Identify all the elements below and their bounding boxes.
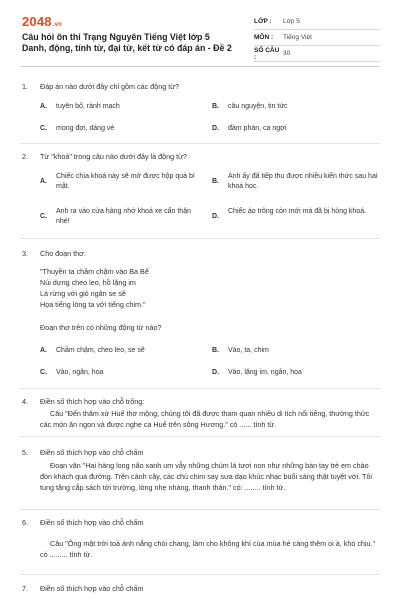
question-5-passage: Đoạn văn "Hai hàng long não xanh um vẫy những chùm lá tươi non như những bàn tay trẻ em chào đón khách qua đường. Trên cành cây, các chú chim say sưa dạo khúc nhạc buổi sáng thật tuyệt vời. Tôi tung tăng cắp sách tới trường, lòng nhẹ nhàng, thanh thản." có: ........ tính từ.	[40, 461, 373, 492]
question-separator	[20, 143, 380, 144]
question-4-passage: Câu "Đến thăm xứ Huế thơ mộng, chúng tôi đã được tham quan nhiều di tích nổi tiếng, thưởng thức các món ăn ngon và được nghe ca Huế trên sông Hương." có ...... tính từ.	[40, 409, 370, 429]
document-title: Câu hỏi ôn thi Trạng Nguyên Tiếng Việt lớp 5 Danh, động, tính từ, đại từ, kết từ có đáp án - Đề 2	[22, 32, 232, 53]
question-7: 7. Điền số thích hợp vào chỗ chấm	[22, 584, 144, 593]
option-2c[interactable]: C. Anh ra vào cửa hàng nhớ khoá xe cẩn thận nhé!	[40, 208, 191, 225]
question-5: 5. Điền số thích hợp vào chỗ chấm	[22, 448, 144, 457]
document-header	[0, 0, 400, 62]
option-3a[interactable]: A. Chầm chậm, cheo leo, se sẽ	[40, 347, 145, 354]
question-separator	[20, 509, 380, 510]
option-3c[interactable]: C. Vào, ngân, họa	[40, 369, 104, 376]
meta-row-count: SỐ CÂU : 30	[254, 46, 380, 62]
option-2d[interactable]: D. Chiếc áo trông còn mới mà đã bị hỏng khoá.	[212, 208, 367, 220]
meta-row-class: LỚP : Lớp 5	[254, 14, 380, 30]
question-6: 6. Điền số thích hợp vào chỗ chấm	[22, 518, 144, 527]
question-3-subprompt: Đoạn thơ trên có những động từ nào?	[40, 323, 162, 332]
option-2b[interactable]: B. Anh ấy đã tiếp thu được nhiều kiến thức sau hai khoá học.	[212, 173, 378, 190]
question-4: 4. Điền số thích hợp vào chỗ trống:	[22, 397, 145, 406]
option-2a[interactable]: A. Chiếc chìa khoá này sẽ mở được hộp quà bí mật.	[40, 173, 195, 190]
option-3b[interactable]: B. Vào, ta, chim	[212, 347, 269, 354]
option-1b[interactable]: B. câu nguyện, tin tức	[212, 103, 288, 110]
site-logo[interactable]: 2048.vn	[22, 14, 63, 29]
question-separator	[20, 238, 380, 239]
question-6-passage: Câu "Ông mặt trời toả ánh nắng chói chang, làm cho không khí của mùa hè càng thêm oi ả, khó chịu." có ......... tính từ.	[40, 539, 376, 559]
question-1: 1. Đáp án nào dưới đây chỉ gồm các động từ?	[22, 82, 180, 91]
meta-table	[254, 14, 380, 62]
option-1a[interactable]: A. tuyên bố, rành mạch	[40, 103, 120, 110]
option-3d[interactable]: D. Vào, lặng im, ngân, họa	[212, 369, 302, 376]
question-separator	[20, 574, 380, 575]
meta-row-subject: MÔN : Tiếng Việt	[254, 30, 380, 46]
question-separator	[20, 388, 380, 389]
header-divider	[20, 66, 380, 67]
poem-excerpt: "Thuyền ta chầm chậm vào Ba Bể Núi dựng cheo leo, hồ lặng im Lá rừng với gió ngân se sẽ Họa tiếng lòng ta với tiếng chim."	[40, 267, 149, 309]
option-1d[interactable]: D. đàm phán, ca ngợi	[212, 125, 287, 132]
question-2: 2. Từ "khoá" trong câu nào dưới đây là động từ?	[22, 152, 187, 161]
question-separator	[20, 436, 380, 437]
option-1c[interactable]: C. mong đợi, dáng vẻ	[40, 125, 115, 132]
question-3: 3. Cho đoạn thơ:	[22, 249, 86, 258]
